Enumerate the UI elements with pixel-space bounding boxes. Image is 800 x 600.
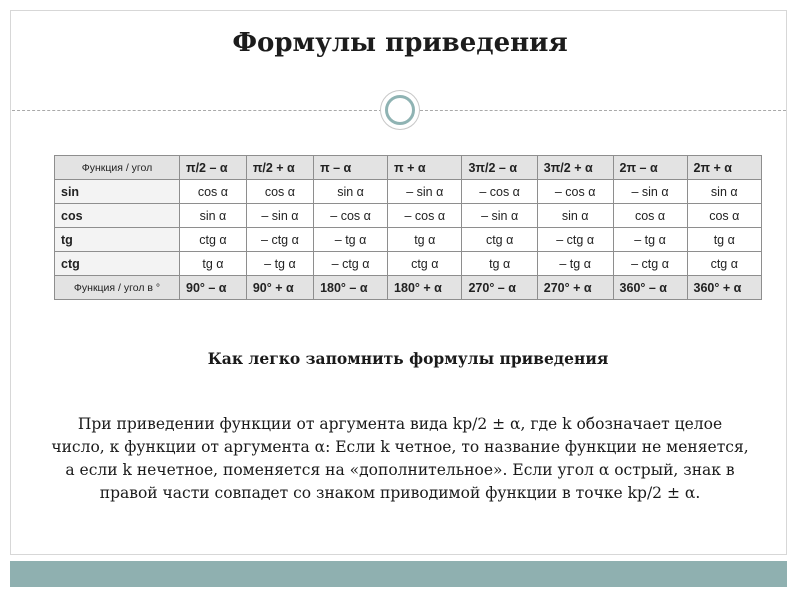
table-cell: sin α (314, 180, 388, 204)
table-cell: – tg α (246, 252, 313, 276)
table-cell: tg α (180, 252, 247, 276)
table-cell: – sin α (613, 180, 687, 204)
header-cell: π + α (388, 156, 462, 180)
table-cell: cos α (613, 204, 687, 228)
table-footer-row (55, 276, 762, 300)
footer-cell: 360° – α (613, 276, 687, 300)
table-cell: – ctg α (314, 252, 388, 276)
table-cell: – cos α (462, 180, 537, 204)
table-cell: ctg α (462, 228, 537, 252)
header-cell: π/2 + α (246, 156, 313, 180)
table-row (55, 252, 762, 276)
table-cell: ctg α (180, 228, 247, 252)
table-cell: cos α (246, 180, 313, 204)
table-header-row (55, 156, 762, 180)
header-cell: π/2 – α (180, 156, 247, 180)
function-name: ctg (55, 252, 180, 276)
header-cell: 2π – α (613, 156, 687, 180)
table-cell: – cos α (388, 204, 462, 228)
section-subtitle: Как легко запомнить формулы приведения (207, 349, 609, 368)
footer-cell: 90° + α (246, 276, 313, 300)
table-cell: – ctg α (246, 228, 313, 252)
header-cell: 3π/2 – α (462, 156, 537, 180)
table-cell: – ctg α (537, 228, 613, 252)
table-cell: sin α (537, 204, 613, 228)
table-cell: tg α (388, 228, 462, 252)
table-cell: – sin α (388, 180, 462, 204)
table-cell: – tg α (314, 228, 388, 252)
reduction-formulas-table (54, 155, 762, 300)
footer-label: Функция / угол в ° (55, 276, 180, 300)
footer-cell: 180° + α (388, 276, 462, 300)
table-row (55, 204, 762, 228)
footer-cell: 360° + α (687, 276, 761, 300)
header-cell: 3π/2 + α (537, 156, 613, 180)
circle-ornament-icon (381, 91, 419, 129)
table-cell: – sin α (246, 204, 313, 228)
footer-cell: 90° – α (180, 276, 247, 300)
table-cell: – tg α (613, 228, 687, 252)
table-cell: – sin α (462, 204, 537, 228)
function-name: tg (55, 228, 180, 252)
footer-cell: 270° – α (462, 276, 537, 300)
table-cell: ctg α (388, 252, 462, 276)
table-cell: cos α (687, 204, 761, 228)
table-cell: cos α (180, 180, 247, 204)
header-label: Функция / угол (55, 156, 180, 180)
function-name: sin (55, 180, 180, 204)
table-row (55, 228, 762, 252)
ring-icon (385, 95, 415, 125)
table-cell: tg α (687, 228, 761, 252)
table-cell: sin α (687, 180, 761, 204)
divider-right (420, 110, 786, 111)
table-cell: ctg α (687, 252, 761, 276)
table-cell: sin α (180, 204, 247, 228)
table-cell: – ctg α (613, 252, 687, 276)
header-cell: 2π + α (687, 156, 761, 180)
table-cell: – tg α (537, 252, 613, 276)
table-cell: – cos α (537, 180, 613, 204)
table-cell: – cos α (314, 204, 388, 228)
footer-cell: 180° – α (314, 276, 388, 300)
table-row (55, 180, 762, 204)
explanation-paragraph: При приведении функции от аргумента вида kp/2 ± α, где k обозначает целое число, к функции от аргумента α: Если k четное, то название функции не меняется, а если k нечетное, поменяется на «дополнительное». Если угол α острый, знак в правой части совпадет со знаком приводимой функции в точке kp/2 ± α. (51, 415, 749, 502)
footer-cell: 270° + α (537, 276, 613, 300)
function-name: cos (55, 204, 180, 228)
slide-title: Формулы приведения (232, 28, 568, 58)
footer-bar (10, 561, 787, 587)
table-cell: tg α (462, 252, 537, 276)
divider-left (12, 110, 382, 111)
header-cell: π – α (314, 156, 388, 180)
